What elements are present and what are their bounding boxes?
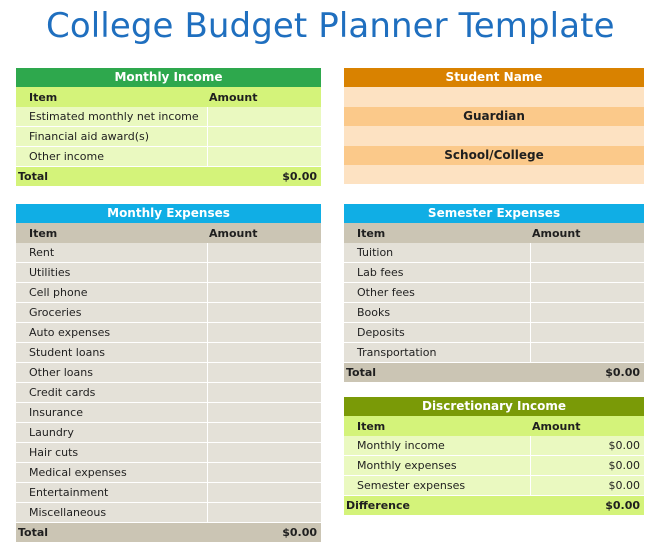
row-item: Other loans bbox=[16, 362, 207, 382]
total-row bbox=[16, 166, 321, 186]
school-band bbox=[344, 146, 644, 165]
total-value: $0.00 bbox=[207, 166, 321, 186]
row-item: Other fees bbox=[344, 282, 530, 302]
monthly-income-header: Monthly Income bbox=[114, 70, 223, 85]
row-item: Student loans bbox=[16, 342, 207, 362]
table-row bbox=[344, 455, 644, 475]
discretionary-income-table bbox=[344, 397, 644, 515]
row-amount[interactable] bbox=[207, 482, 321, 502]
row-item: Credit cards bbox=[16, 382, 207, 402]
student-info-table bbox=[344, 68, 644, 184]
row-amount[interactable] bbox=[207, 107, 321, 127]
table-header-band bbox=[344, 204, 644, 223]
total-label: Total bbox=[344, 362, 530, 382]
row-amount[interactable] bbox=[207, 146, 321, 166]
table-row bbox=[344, 475, 644, 495]
school-field[interactable] bbox=[344, 165, 644, 184]
table-row[interactable] bbox=[16, 462, 321, 482]
row-item: Insurance bbox=[16, 402, 207, 422]
row-item: Groceries bbox=[16, 302, 207, 322]
table-row[interactable] bbox=[16, 126, 321, 146]
row-amount[interactable] bbox=[207, 243, 321, 263]
row-amount[interactable] bbox=[530, 322, 644, 342]
row-amount[interactable] bbox=[207, 442, 321, 462]
student-name-field[interactable] bbox=[344, 87, 644, 106]
table-row[interactable] bbox=[16, 502, 321, 522]
col-item-header: Item bbox=[344, 223, 530, 242]
row-amount[interactable] bbox=[530, 282, 644, 302]
column-header-row bbox=[16, 87, 321, 106]
row-amount[interactable] bbox=[530, 342, 644, 362]
table-row[interactable] bbox=[344, 282, 644, 302]
guardian-field[interactable] bbox=[344, 126, 644, 145]
table-row[interactable] bbox=[16, 342, 321, 362]
table-row[interactable] bbox=[16, 262, 321, 282]
row-amount[interactable] bbox=[207, 402, 321, 422]
row-item: Other income bbox=[16, 146, 207, 166]
row-amount[interactable] bbox=[207, 382, 321, 402]
row-item: Monthly expenses bbox=[344, 455, 530, 475]
difference-label: Difference bbox=[344, 495, 530, 515]
table-header-band bbox=[16, 68, 321, 87]
table-row bbox=[344, 436, 644, 456]
table-row[interactable] bbox=[344, 243, 644, 263]
table-row[interactable] bbox=[16, 482, 321, 502]
semester-expenses-header: Semester Expenses bbox=[427, 206, 561, 221]
row-item: Auto expenses bbox=[16, 322, 207, 342]
row-item: Hair cuts bbox=[16, 442, 207, 462]
table-header-band bbox=[344, 397, 644, 416]
guardian-band bbox=[344, 107, 644, 126]
table-row[interactable] bbox=[16, 146, 321, 166]
table-header-band bbox=[16, 204, 321, 223]
col-item-header: Item bbox=[16, 223, 207, 242]
table-row[interactable] bbox=[16, 422, 321, 442]
school-label: School/College bbox=[344, 146, 644, 165]
col-item-header: Item bbox=[16, 87, 207, 106]
table-row[interactable] bbox=[16, 107, 321, 127]
table-row[interactable] bbox=[16, 243, 321, 263]
monthly-expenses-table bbox=[16, 204, 321, 542]
row-amount[interactable] bbox=[530, 262, 644, 282]
table-row[interactable] bbox=[16, 362, 321, 382]
table-row[interactable] bbox=[16, 442, 321, 462]
row-amount[interactable] bbox=[207, 502, 321, 522]
row-amount[interactable] bbox=[207, 462, 321, 482]
total-label: Total bbox=[16, 522, 207, 542]
table-row[interactable] bbox=[16, 382, 321, 402]
row-item: Semester expenses bbox=[344, 475, 530, 495]
table-row[interactable] bbox=[344, 322, 644, 342]
table-row[interactable] bbox=[16, 322, 321, 342]
guardian-label: Guardian bbox=[344, 107, 644, 126]
col-item-header: Item bbox=[344, 416, 530, 435]
column-header-row bbox=[344, 416, 644, 435]
row-amount[interactable] bbox=[207, 126, 321, 146]
row-item: Financial aid award(s) bbox=[16, 126, 207, 146]
column-header-row bbox=[16, 223, 321, 242]
table-row[interactable] bbox=[344, 302, 644, 322]
student-name-band bbox=[344, 68, 644, 87]
col-amount-header: Amount bbox=[207, 87, 321, 106]
difference-row bbox=[344, 495, 644, 515]
row-amount[interactable] bbox=[207, 302, 321, 322]
row-item: Lab fees bbox=[344, 262, 530, 282]
monthly-income-table bbox=[16, 68, 321, 186]
row-item: Cell phone bbox=[16, 282, 207, 302]
row-item: Deposits bbox=[344, 322, 530, 342]
row-item: Estimated monthly net income bbox=[16, 107, 207, 127]
row-item: Entertainment bbox=[16, 482, 207, 502]
row-item: Rent bbox=[16, 243, 207, 263]
row-item: Tuition bbox=[344, 243, 530, 263]
student-name-header: Student Name bbox=[445, 70, 543, 85]
table-row[interactable] bbox=[344, 262, 644, 282]
table-row[interactable] bbox=[16, 282, 321, 302]
page-title: College Budget Planner Template bbox=[46, 6, 615, 46]
difference-value: $0.00 bbox=[530, 495, 644, 515]
row-item: Laundry bbox=[16, 422, 207, 442]
row-item: Books bbox=[344, 302, 530, 322]
row-amount[interactable] bbox=[530, 302, 644, 322]
semester-expenses-table bbox=[344, 204, 644, 382]
row-amount[interactable] bbox=[530, 243, 644, 263]
table-row[interactable] bbox=[16, 402, 321, 422]
row-amount[interactable] bbox=[207, 282, 321, 302]
row-amount: $0.00 bbox=[530, 475, 644, 495]
row-amount[interactable] bbox=[207, 342, 321, 362]
row-amount[interactable] bbox=[207, 422, 321, 442]
row-amount: $0.00 bbox=[530, 455, 644, 475]
column-header-row bbox=[344, 223, 644, 242]
row-amount[interactable] bbox=[207, 322, 321, 342]
row-item: Monthly income bbox=[344, 436, 530, 456]
row-amount[interactable] bbox=[207, 262, 321, 282]
total-label: Total bbox=[16, 166, 207, 186]
col-amount-header: Amount bbox=[530, 223, 644, 242]
col-amount-header: Amount bbox=[207, 223, 321, 242]
total-row bbox=[344, 362, 644, 382]
total-value: $0.00 bbox=[207, 522, 321, 542]
row-amount[interactable] bbox=[207, 362, 321, 382]
total-row bbox=[16, 522, 321, 542]
total-value: $0.00 bbox=[530, 362, 644, 382]
row-item: Medical expenses bbox=[16, 462, 207, 482]
table-row[interactable] bbox=[344, 342, 644, 362]
discretionary-income-header: Discretionary Income bbox=[421, 399, 567, 414]
monthly-expenses-header: Monthly Expenses bbox=[107, 206, 230, 221]
table-row[interactable] bbox=[16, 302, 321, 322]
row-amount: $0.00 bbox=[530, 436, 644, 456]
row-item: Transportation bbox=[344, 342, 530, 362]
row-item: Miscellaneous bbox=[16, 502, 207, 522]
row-item: Utilities bbox=[16, 262, 207, 282]
col-amount-header: Amount bbox=[530, 416, 644, 435]
